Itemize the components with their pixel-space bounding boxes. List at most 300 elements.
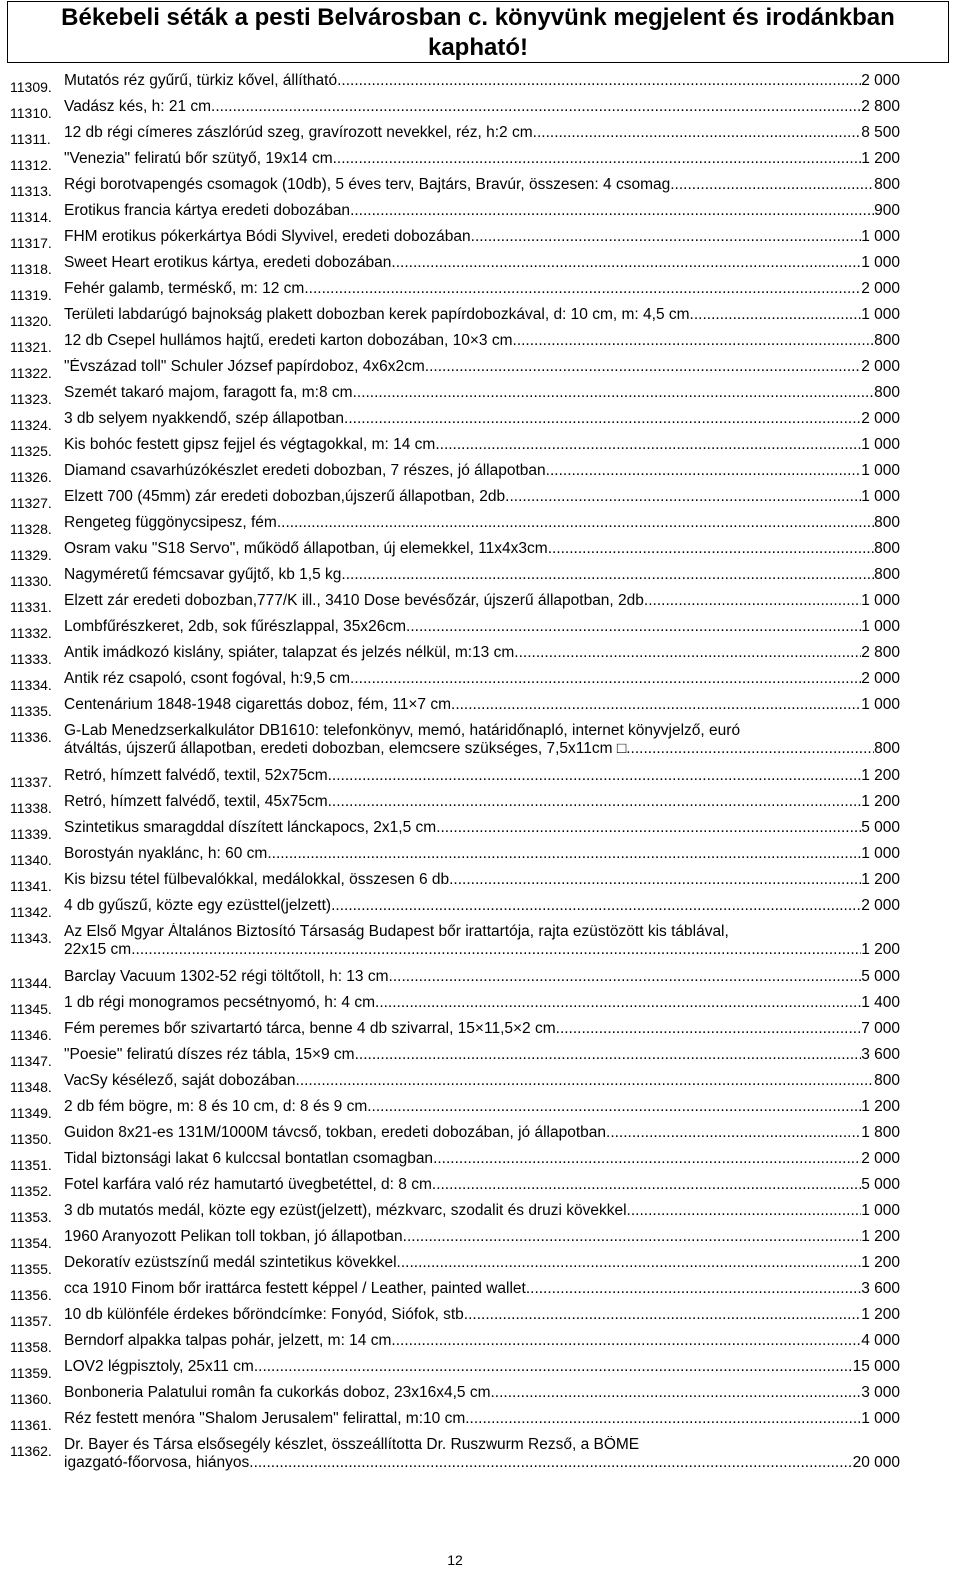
- item-description: [64, 280, 900, 298]
- item-number: 11362.: [10, 1443, 52, 1459]
- item-number: 11344.: [10, 975, 52, 991]
- item-price: 3 000: [861, 1384, 900, 1401]
- item-description-text: Fém peremes bőr szivartartó tárca, benne 4 db szivarral, 15×11,5×2 cm: [64, 1020, 556, 1037]
- item-description-text: 3 db mutatós medál, közte egy ezüst(jelzett), mézkvarc, szodalit és druzi kövekkel: [64, 1202, 627, 1219]
- item-description-text: Erotikus francia kártya eredeti dobozában: [64, 202, 351, 219]
- item-description: [64, 1436, 900, 1472]
- item-price: 800: [874, 384, 900, 401]
- item-description: [64, 332, 900, 350]
- item-description-text: Fehér galamb, terméskő, m: 12 cm: [64, 280, 305, 297]
- item-price: 1 000: [861, 1202, 900, 1219]
- item-number: 11328.: [10, 521, 52, 537]
- item-description: [64, 228, 900, 246]
- item-description-text: Elzett 700 (45mm) zár eredeti dobozban,újszerű állapotban, 2db: [64, 488, 506, 505]
- list-item: [10, 793, 900, 819]
- item-price: 3 600: [861, 1046, 900, 1063]
- item-description-text: Rengeteg függönycsipesz, fém: [64, 514, 277, 531]
- item-price: 1 000: [861, 462, 900, 479]
- dot-leader: [389, 968, 862, 986]
- list-item: [10, 1124, 900, 1150]
- item-description: [64, 1020, 900, 1038]
- item-price: 2 000: [861, 280, 900, 297]
- item-description-text: cca 1910 Finom bőr irattárca festett képpel / Leather, painted wallet.: [64, 1280, 531, 1297]
- item-description: [64, 1410, 900, 1428]
- dot-leader: [333, 150, 862, 168]
- dot-leader: [644, 592, 861, 610]
- item-description-text: Vadász kés, h: 21 cm: [64, 98, 212, 115]
- list-item: [10, 670, 900, 696]
- item-description: [64, 462, 900, 480]
- dot-leader: [556, 1020, 862, 1038]
- item-price: 900: [874, 202, 900, 219]
- item-number: 11322.: [10, 365, 52, 381]
- item-description: [64, 923, 900, 959]
- item-price: 1 200: [861, 1306, 900, 1323]
- list-item: [10, 1254, 900, 1280]
- item-number: 11353.: [10, 1209, 52, 1225]
- item-price: 2 000: [861, 1150, 900, 1167]
- item-price: 7 000: [861, 1020, 900, 1037]
- dot-leader: [627, 1202, 862, 1220]
- item-number: 11355.: [10, 1261, 52, 1277]
- item-number: 11352.: [10, 1183, 52, 1199]
- item-price: 1 200: [861, 871, 900, 888]
- item-price: 3 600: [861, 1280, 900, 1297]
- item-number: 11312.: [10, 157, 52, 173]
- list-item: [10, 384, 900, 410]
- list-item: [10, 202, 900, 228]
- dot-leader: [436, 819, 861, 837]
- dot-leader: [505, 488, 861, 506]
- item-description: [64, 436, 900, 454]
- item-price: 20 000: [852, 1454, 900, 1471]
- item-description-text: Bonboneria Palatului român fa cukorkás doboz, 23x16x4,5 cm: [64, 1384, 491, 1401]
- item-description-text: 2 db fém bögre, m: 8 és 10 cm, d: 8 és 9 cm: [64, 1098, 368, 1115]
- item-description-text: Dekoratív ezüstszínű medál szintetikus kövekkel: [64, 1254, 397, 1271]
- item-description: [64, 1098, 900, 1116]
- item-price: 800: [874, 332, 900, 349]
- list-item: [10, 819, 900, 845]
- item-description-text: Berndorf alpakka talpas pohár, jelzett, m: 14 cm: [64, 1332, 392, 1349]
- item-description: [64, 618, 900, 636]
- item-price: 1 000: [861, 1410, 900, 1427]
- item-description: [64, 592, 900, 610]
- list-item: [10, 1020, 900, 1046]
- item-description: [64, 540, 900, 558]
- list-item: [10, 1358, 900, 1384]
- dot-leader: [355, 1046, 862, 1064]
- item-price: 2 000: [861, 897, 900, 914]
- item-description-text: Elzett zár eredeti dobozban,777/K ill., 3410 Dose bevésőzár, újszerű állapotban, 2db: [64, 592, 644, 609]
- item-description-text: Réz festett menóra "Shalom Jerusalem" felirattal, m:10 cm: [64, 1410, 466, 1427]
- dot-leader: [491, 1384, 862, 1402]
- item-price: 1 000: [861, 254, 900, 271]
- item-number: 11321.: [10, 339, 52, 355]
- item-description: [64, 1358, 900, 1376]
- item-description-text: Kis bizsu tétel fülbevalókkal, medálokkal, összesen 6 db: [64, 871, 450, 888]
- dot-leader: [331, 897, 861, 915]
- item-number: 11346.: [10, 1027, 52, 1043]
- item-description-text: Nagyméretű fémcsavar gyűjtő, kb 1,5 kg: [64, 566, 342, 583]
- item-description: [64, 1202, 900, 1220]
- item-price: 1 000: [861, 592, 900, 609]
- item-description-text: Retró, hímzett falvédő, textil, 45x75cm: [64, 793, 328, 810]
- item-number: 11351.: [10, 1157, 52, 1173]
- item-number: 11314.: [10, 209, 52, 225]
- dot-leader: [432, 1176, 861, 1194]
- item-number: 11342.: [10, 904, 52, 920]
- dot-leader: [328, 793, 862, 811]
- dot-leader: [449, 871, 861, 889]
- item-description-line-1: Dr. Bayer és Társa elsősegély készlet, összeállította Dr. Ruszwurm Rezső, a BÖME: [64, 1436, 640, 1453]
- item-number: 11349.: [10, 1105, 52, 1121]
- dot-leader: [606, 1124, 861, 1142]
- item-number: 11339.: [10, 826, 52, 842]
- dot-leader: [465, 1410, 861, 1428]
- item-price: 1 200: [861, 150, 900, 167]
- item-number: 11357.: [10, 1313, 52, 1329]
- item-description: [64, 1150, 900, 1168]
- item-description: [64, 1176, 900, 1194]
- item-description: [64, 1254, 900, 1272]
- item-price: 2 000: [861, 670, 900, 687]
- list-item: [10, 923, 900, 968]
- list-item: [10, 124, 900, 150]
- item-description: [64, 968, 900, 986]
- item-description-text: Kis bohóc festett gipsz fejjel és végtagokkal, m: 14 cm: [64, 436, 436, 453]
- item-description: [64, 488, 900, 506]
- item-description: [64, 696, 900, 714]
- dot-leader: [425, 358, 861, 376]
- item-number: 11361.: [10, 1417, 52, 1433]
- item-description-text: Tidal biztonsági lakat 6 kulccsal bontatlan csomagban: [64, 1150, 434, 1167]
- item-description: [64, 1306, 900, 1324]
- list-item: [10, 150, 900, 176]
- dot-leader: [451, 696, 861, 714]
- item-description: [64, 566, 900, 584]
- item-price: 800: [874, 176, 900, 193]
- list-item: [10, 1072, 900, 1098]
- item-price: 1 000: [861, 696, 900, 713]
- dot-leader: [690, 306, 862, 324]
- list-item: [10, 722, 900, 767]
- list-item: [10, 767, 900, 793]
- item-number: 11331.: [10, 599, 52, 615]
- dot-leader: [391, 1332, 861, 1350]
- list-item: [10, 306, 900, 332]
- item-description: [64, 819, 900, 837]
- item-description: [64, 410, 900, 428]
- item-number: 11358.: [10, 1339, 52, 1355]
- item-description: [64, 793, 900, 811]
- item-description-text: 4 db gyűszű, közte egy ezüsttel(jelzett): [64, 897, 332, 914]
- item-number: 11345.: [10, 1001, 52, 1017]
- item-price: 800: [874, 540, 900, 557]
- list-item: [10, 968, 900, 994]
- list-item: [10, 1332, 900, 1358]
- list-item: [10, 98, 900, 124]
- item-price: 1 200: [861, 1254, 900, 1271]
- item-description: [64, 306, 900, 324]
- item-description-text: Szemét takaró majom, faragott fa, m:8 cm: [64, 384, 353, 401]
- item-price: 1 000: [861, 306, 900, 323]
- dot-leader: [353, 384, 875, 402]
- dot-leader: [397, 1254, 862, 1272]
- item-price: 2 800: [861, 98, 900, 115]
- item-number: 11327.: [10, 495, 52, 511]
- item-price: 1 400: [861, 994, 900, 1011]
- item-description: [64, 202, 900, 220]
- item-price: 1 200: [861, 793, 900, 810]
- list-item: [10, 1202, 900, 1228]
- dot-leader: [513, 332, 875, 350]
- item-number: 11341.: [10, 878, 52, 894]
- item-description-text: Antik réz csapoló, csont fogóval, h:9,5 cm: [64, 670, 351, 687]
- list-item: [10, 436, 900, 462]
- list-item: [10, 1436, 900, 1476]
- item-number: 11338.: [10, 800, 52, 816]
- item-description-text: 3 db selyem nyakkendő, szép állapotban: [64, 410, 345, 427]
- list-item: [10, 462, 900, 488]
- item-description-text: Retró, hímzett falvédő, textil, 52x75cm: [64, 767, 328, 784]
- list-item: [10, 1150, 900, 1176]
- item-number: 11340.: [10, 852, 52, 868]
- item-description: [64, 845, 900, 863]
- list-item: [10, 1306, 900, 1332]
- item-description-text: Centenárium 1848-1948 cigarettás doboz, fém, 11×7 cm: [64, 696, 452, 713]
- item-description: [64, 176, 900, 194]
- dot-leader: [468, 1306, 861, 1324]
- item-description-text: "Évszázad toll" Schuler József papírdoboz, 4x6x2cm: [64, 358, 425, 375]
- list-item: [10, 1384, 900, 1410]
- item-price: 1 000: [861, 436, 900, 453]
- item-description-text: "Poesie" feliratú díszes réz tábla, 15×9 cm: [64, 1046, 355, 1063]
- page-number: 12: [447, 1552, 463, 1568]
- item-description-text: Szintetikus smaragddal díszített lánckapocs, 2x1,5 cm: [64, 819, 437, 836]
- item-description: [64, 1124, 900, 1142]
- item-description-text: Sweet Heart erotikus kártya, eredeti dobozában: [64, 254, 392, 271]
- item-price: 2 000: [861, 72, 900, 89]
- dot-leader: [375, 994, 861, 1012]
- item-price: 1 800: [861, 1124, 900, 1141]
- item-description: [64, 72, 900, 90]
- item-number: 11330.: [10, 573, 52, 589]
- list-item: [10, 644, 900, 670]
- item-price: 800: [874, 740, 900, 757]
- item-description: [64, 1072, 900, 1090]
- item-price: 2 000: [861, 358, 900, 375]
- list-item: [10, 176, 900, 202]
- list-item: [10, 72, 900, 98]
- item-price: 1 200: [861, 941, 900, 958]
- list-item: [10, 488, 900, 514]
- item-description: [64, 670, 900, 688]
- item-description-text: Régi borotvapengés csomagok (10db), 5 éves terv, Bajtárs, Bravúr, összesen: 4 csomag: [64, 176, 671, 193]
- dot-leader: [277, 514, 874, 532]
- item-price: 8 500: [861, 124, 900, 141]
- item-number: 11311.: [10, 131, 51, 147]
- item-price: 800: [874, 1072, 900, 1089]
- item-description-text: LOV2 légpisztoly, 25x11 cm: [64, 1358, 254, 1375]
- item-description-text: 12 db Csepel hullámos hajtű, eredeti karton dobozában, 10×3 cm: [64, 332, 513, 349]
- dot-leader: [670, 176, 874, 194]
- dot-leader: [304, 280, 861, 298]
- item-price: 1 000: [861, 845, 900, 862]
- dot-leader: [406, 618, 861, 636]
- dot-leader: [403, 1228, 862, 1246]
- item-number: 11333.: [10, 651, 52, 667]
- list-item: [10, 228, 900, 254]
- item-price: 2 000: [861, 410, 900, 427]
- item-price: 1 000: [861, 488, 900, 505]
- auction-item-list: [10, 72, 900, 1476]
- item-description: [64, 254, 900, 272]
- dot-leader: [435, 436, 861, 454]
- dot-leader: [626, 740, 874, 758]
- item-price: 800: [874, 566, 900, 583]
- item-description: [64, 1384, 900, 1402]
- list-item: [10, 696, 900, 722]
- item-number: 11325.: [10, 443, 52, 459]
- item-description-text: Diamand csavarhúzókészlet eredeti dobozban, 7 részes, jó állapotban: [64, 462, 546, 479]
- item-description-line-1: G-Lab Menedzserkalkulátor DB1610: telefonkönyv, memó, határidőnapló, internet könyvjelző, euró: [64, 722, 741, 739]
- list-item: [10, 410, 900, 436]
- item-number: 11359.: [10, 1365, 52, 1381]
- item-description: [64, 767, 900, 785]
- item-description: [64, 1228, 900, 1246]
- dot-leader: [367, 1098, 861, 1116]
- item-number: 11332.: [10, 625, 52, 641]
- dot-leader: [533, 124, 862, 142]
- list-item: [10, 1098, 900, 1124]
- item-description: [64, 994, 900, 1012]
- list-item: [10, 618, 900, 644]
- dot-leader: [471, 228, 862, 246]
- announcement-banner: [7, 1, 949, 63]
- item-description-text: 12 db régi címeres zászlórúd szeg, gravírozott nevekkel, réz, h:2 cm: [64, 124, 533, 141]
- item-number: 11323.: [10, 391, 52, 407]
- item-number: 11309.: [10, 79, 52, 95]
- dot-leader: [350, 670, 861, 688]
- item-description-text: Barclay Vacuum 1302-52 régi töltőtoll, h: 13 cm: [64, 968, 389, 985]
- item-number: 11334.: [10, 677, 52, 693]
- item-description-text: Borostyán nyaklánc, h: 60 cm: [64, 845, 268, 862]
- item-description: [64, 1046, 900, 1064]
- item-number: 11347.: [10, 1053, 52, 1069]
- dot-leader: [337, 72, 861, 90]
- item-price: 1 000: [861, 618, 900, 635]
- item-description-text: 10 db különféle érdekes bőröndcímke: Fonyód, Siófok, stb.: [64, 1306, 469, 1323]
- list-item: [10, 1280, 900, 1306]
- dot-leader: [433, 1150, 861, 1168]
- item-description-text: Mutatós réz gyűrű, türkiz kővel, állítható: [64, 72, 338, 89]
- list-item: [10, 1176, 900, 1202]
- list-item: [10, 540, 900, 566]
- item-number: 11336.: [10, 729, 52, 745]
- item-description-text: Osram vaku "S18 Servo", működő állapotban, új elemekkel, 11x4x3cm: [64, 540, 548, 557]
- item-price: 5 000: [861, 819, 900, 836]
- item-number: 11360.: [10, 1391, 52, 1407]
- item-number: 11324.: [10, 417, 52, 433]
- dot-leader: [548, 540, 874, 558]
- list-item: [10, 280, 900, 306]
- item-number: 11318.: [10, 261, 52, 277]
- list-item: [10, 1410, 900, 1436]
- item-description-text: Fotel karfára való réz hamutartó üvegbetéttel, d: 8 cm: [64, 1176, 432, 1193]
- item-number: 11326.: [10, 469, 52, 485]
- item-price: 15 000: [852, 1358, 900, 1375]
- item-description: [64, 722, 900, 758]
- item-description-line-1: Az Első Mgyar Általános Biztosító Társaság Budapest bőr irattartója, rajta ezüstözött kis táblával,: [64, 923, 729, 940]
- banner-line-1: Békebeli séták a pesti Belvárosban c. könyvünk megjelent és irodánkban: [61, 4, 895, 31]
- item-number: 11319.: [10, 287, 52, 303]
- item-price: 1 200: [861, 767, 900, 784]
- dot-leader: [350, 202, 874, 220]
- item-description-text: Területi labdarúgó bajnokság plakett dobozban kerek papírdobozkával, d: 10 cm, m: 4,5 cm: [64, 306, 690, 323]
- item-price: 4 000: [861, 1332, 900, 1349]
- item-number: 11350.: [10, 1131, 52, 1147]
- banner-line-2: kapható!: [427, 34, 528, 61]
- list-item: [10, 845, 900, 871]
- item-description: [64, 358, 900, 376]
- item-number: 11348.: [10, 1079, 52, 1095]
- list-item: [10, 897, 900, 923]
- item-description-text: VacSy késélező, saját dobozában: [64, 1072, 296, 1089]
- dot-leader: [391, 254, 861, 272]
- dot-leader: [254, 1358, 853, 1376]
- item-price: 5 000: [861, 1176, 900, 1193]
- item-price: 1 000: [861, 228, 900, 245]
- item-number: 11313.: [10, 183, 52, 199]
- item-number: 11329.: [10, 547, 52, 563]
- list-item: [10, 332, 900, 358]
- item-description-text: "Venezia" feliratú bőr szütyő, 19x14 cm: [64, 150, 333, 167]
- dot-leader: [249, 1454, 852, 1472]
- item-description: [64, 644, 900, 662]
- item-price: 1 200: [861, 1098, 900, 1115]
- list-item: [10, 592, 900, 618]
- item-number: 11337.: [10, 774, 52, 790]
- item-number: 11317.: [10, 235, 52, 251]
- list-item: [10, 514, 900, 540]
- item-price: 1 200: [861, 1228, 900, 1245]
- item-description: [64, 98, 900, 116]
- item-description: [64, 384, 900, 402]
- item-description-line-2: átváltás, újszerű állapotban, eredeti dobozban, elemcsere szükséges, 7,5x11cm □: [64, 740, 627, 757]
- dot-leader: [328, 767, 862, 785]
- item-number: 11356.: [10, 1287, 52, 1303]
- item-description-line-2: igazgató-főorvosa, hiányos: [64, 1454, 250, 1471]
- list-item: [10, 994, 900, 1020]
- item-description: [64, 871, 900, 889]
- list-item: [10, 1046, 900, 1072]
- item-description: [64, 150, 900, 168]
- item-description: [64, 124, 900, 142]
- list-item: [10, 871, 900, 897]
- dot-leader: [530, 1280, 861, 1298]
- item-description: [64, 897, 900, 915]
- dot-leader: [344, 410, 861, 428]
- item-description-text: Lombfűrészkeret, 2db, sok fűrészlappal, 35x26cm: [64, 618, 407, 635]
- item-description: [64, 1280, 900, 1298]
- dot-leader: [211, 98, 861, 116]
- list-item: [10, 254, 900, 280]
- item-number: 11320.: [10, 313, 52, 329]
- item-description-text: FHM erotikus pókerkártya Bódi Slyvivel, eredeti dobozában: [64, 228, 471, 245]
- dot-leader: [514, 644, 861, 662]
- list-item: [10, 358, 900, 384]
- dot-leader: [131, 941, 861, 959]
